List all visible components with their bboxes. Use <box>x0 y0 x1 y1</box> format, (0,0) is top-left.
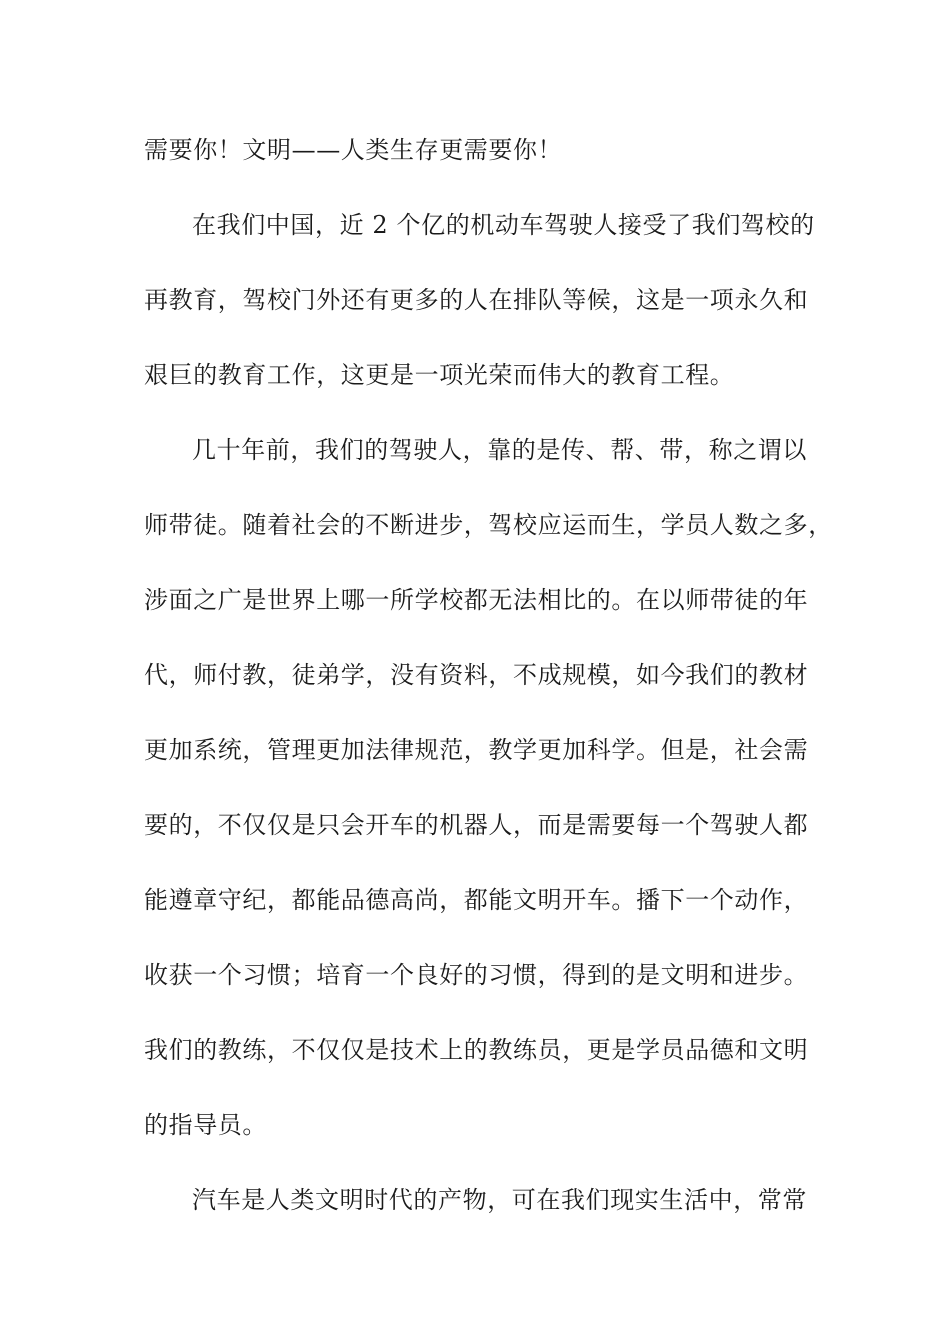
text-line: 再教育，驾校门外还有更多的人在排队等候，这是一项永久和 <box>144 286 809 314</box>
text-line: 的指导员。 <box>144 1111 267 1139</box>
paragraph-start-line: 在我们中国，近 2 个亿的机动车驾驶人接受了我们驾校的 <box>192 211 815 239</box>
text-line: 能遵章守纪，都能品德高尚，都能文明开车。播下一个动作， <box>144 886 809 914</box>
paragraph-start-line: 几十年前，我们的驾驶人，靠的是传、帮、带，称之谓以 <box>192 436 807 464</box>
text-line: 艰巨的教育工作，这更是一项光荣而伟大的教育工程。 <box>144 361 735 389</box>
text-line: 需要你！文明——人类生存更需要你！ <box>144 136 563 164</box>
text-line: 代，师付教，徒弟学，没有资料，不成规模，如今我们的教材 <box>144 661 809 689</box>
text-line: 我们的教练，不仅仅是技术上的教练员，更是学员品德和文明 <box>144 1036 809 1064</box>
text-line: 更加系统，管理更加法律规范，教学更加科学。但是，社会需 <box>144 736 809 764</box>
text-line: 要的，不仅仅是只会开车的机器人，而是需要每一个驾驶人都 <box>144 811 809 839</box>
text-line: 收获一个习惯；培育一个良好的习惯，得到的是文明和进步。 <box>144 961 809 989</box>
text-line: 师带徒。随着社会的不断进步，驾校应运而生，学员人数之多， <box>144 511 833 539</box>
paragraph-start-line: 汽车是人类文明时代的产物，可在我们现实生活中，常常 <box>192 1186 807 1214</box>
text-line: 涉面之广是世界上哪一所学校都无法相比的。在以师带徒的年 <box>144 586 809 614</box>
